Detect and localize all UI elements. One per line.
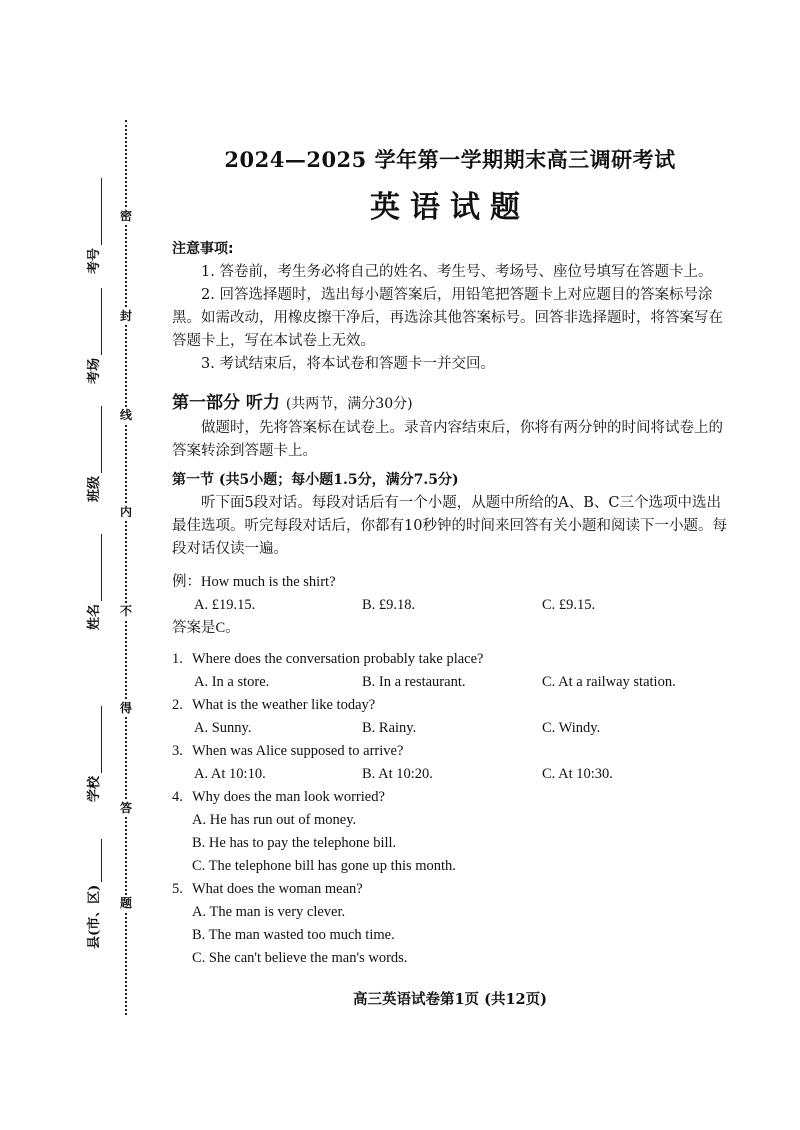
notice-item: 2. 回答选择题时，选出每小题答案后，用铅笔把答题卡上对应题目的答案标号涂黑。如需改动，用橡皮擦干净后，再选涂其他答案标号。回答非选择题时，将答案写在答题卡上，写在本试卷上无效。 (172, 287, 723, 349)
exam-number-label: 考号 (87, 247, 102, 274)
option-a[interactable]: A. The man is very clever. (192, 904, 346, 920)
seal-char-7: 答 (119, 801, 132, 815)
name-blank[interactable] (83, 534, 102, 601)
question-text: When was Alice supposed to arrive? (192, 743, 404, 759)
exam-number-field (74, 178, 102, 274)
example-block (172, 571, 727, 640)
part1-title: 第一部分 听力 (172, 393, 280, 413)
seal-char-8: 题 (119, 896, 132, 910)
question-2-options (172, 717, 727, 740)
question-number: 2. (172, 697, 183, 713)
question-number: 1. (172, 651, 183, 667)
option-a[interactable]: A. Sunny. (194, 720, 252, 736)
question-text: What does the woman mean? (192, 881, 363, 897)
seal-char-3: 线 (119, 408, 132, 422)
option-a[interactable]: A. At 10:10. (194, 766, 266, 782)
school-label: 学校 (87, 775, 102, 802)
name-label: 姓名 (87, 603, 102, 630)
option-c[interactable]: C. Windy. (542, 720, 601, 736)
seal-char-5: 不 (119, 604, 132, 618)
section1-heading: 第一节 (共5小题；每小题1.5分，满分7.5分) (172, 472, 459, 488)
section1-instruction: 听下面5段对话。每段对话后有一个小题，从题中所给的A、B、C三个选项中选出最佳选项。听完每段对话后，你都有10秒钟的时间来回答有关小题和阅读下一小题。每段对话仅读一遍。 (172, 495, 727, 557)
option-b[interactable]: B. In a restaurant. (362, 674, 466, 690)
subject-title: 英语试题 (370, 190, 530, 225)
option-a[interactable]: A. He has run out of money. (192, 812, 357, 828)
question-number: 5. (172, 881, 183, 897)
question-text: Where does the conversation probably take place? (192, 651, 484, 667)
county-field (74, 839, 102, 949)
exam-title: 2024—2025 学年第一学期期末高三调研考试 (224, 147, 676, 172)
notice-item: 3. 考试结束后，将本试卷和答题卡一并交回。 (201, 356, 495, 372)
notice-item: 1. 答卷前，考生务必将自己的姓名、考生号、考场号、座位号填写在答题卡上。 (201, 264, 713, 280)
school-field (74, 706, 102, 802)
example-option-b: B. £9.18. (362, 597, 416, 613)
exam-room-field (74, 288, 102, 384)
binding-dotted-line (125, 120, 127, 1015)
question-3 (172, 740, 727, 763)
part1-heading (172, 390, 727, 417)
page-footer: 高三英语试卷第1页 (共12页) (352, 991, 548, 1008)
exam-number-blank[interactable] (83, 178, 102, 245)
question-1-options (172, 671, 727, 694)
question-4 (172, 786, 727, 809)
main-content (172, 238, 727, 970)
example-answer: 答案是C。 (172, 620, 240, 636)
option-c[interactable]: C. At a railway station. (542, 674, 676, 690)
name-field (74, 534, 102, 630)
option-a[interactable]: A. In a store. (194, 674, 270, 690)
option-b[interactable]: B. The man wasted too much time. (192, 927, 395, 943)
example-option-c: C. £9.15. (542, 597, 596, 613)
part1-subtitle: (共两节，满分30分) (285, 396, 413, 412)
question-5 (172, 878, 727, 901)
option-b[interactable]: B. Rainy. (362, 720, 417, 736)
question-3-options (172, 763, 727, 786)
county-label: 县(市、区) (87, 884, 102, 949)
option-b[interactable]: B. At 10:20. (362, 766, 433, 782)
class-label: 班级 (87, 475, 102, 502)
seal-char-4: 内 (119, 505, 132, 519)
question-text: What is the weather like today? (192, 697, 376, 713)
option-c[interactable]: C. She can't believe the man's words. (192, 950, 408, 966)
seal-char-1: 密 (119, 209, 132, 223)
part1-instruction: 做题时，先将答案标在试卷上。录音内容结束后，你将有两分钟的时间将试卷上的答案转涂到答题卡上。 (172, 420, 723, 459)
county-blank[interactable] (83, 839, 102, 882)
question-1 (172, 648, 727, 671)
question-number: 3. (172, 743, 183, 759)
seal-char-2: 封 (119, 309, 132, 323)
option-c[interactable]: C. The telephone bill has gone up this month. (192, 858, 456, 874)
notice-title: 注意事项: (172, 241, 234, 257)
school-blank[interactable] (83, 706, 102, 773)
option-c[interactable]: C. At 10:30. (542, 766, 613, 782)
class-blank[interactable] (83, 406, 102, 473)
example-options (172, 594, 727, 617)
exam-room-label: 考场 (87, 357, 102, 384)
class-field (74, 406, 102, 502)
seal-char-6: 得 (119, 701, 132, 715)
example-prompt: 例：How much is the shirt? (172, 574, 336, 590)
question-2 (172, 694, 727, 717)
question-text: Why does the man look worried? (192, 789, 385, 805)
option-b[interactable]: B. He has to pay the telephone bill. (192, 835, 397, 851)
example-option-a: A. £19.15. (194, 597, 256, 613)
question-number: 4. (172, 789, 183, 805)
exam-room-blank[interactable] (83, 288, 102, 355)
